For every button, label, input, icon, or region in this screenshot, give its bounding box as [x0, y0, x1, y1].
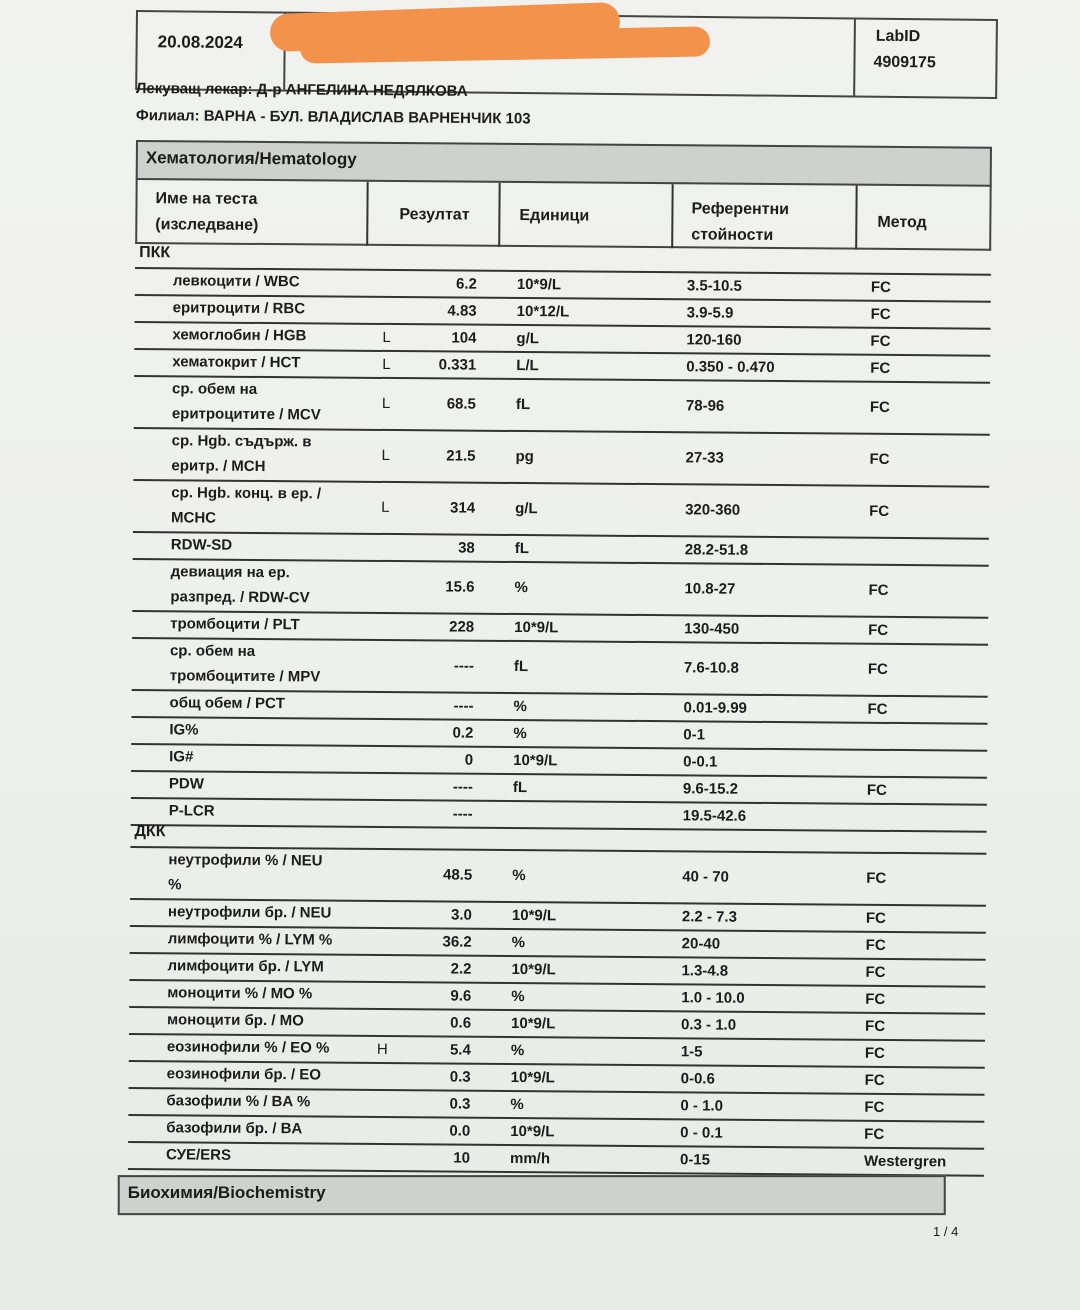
test-name: базофили % / BA %: [166, 1092, 311, 1111]
unit-value: 10*9/L: [516, 275, 562, 293]
row-divider: [134, 375, 990, 383]
reference-range: 3.9-5.9: [686, 303, 734, 322]
result-value: 10: [453, 1149, 471, 1167]
lab-id-value: 4909175: [873, 53, 936, 72]
test-name: ср. Hgb. съдърж. в: [171, 432, 312, 451]
method-value: FC: [866, 781, 887, 799]
test-name: PDW: [168, 775, 205, 793]
group-label: ПКК: [139, 244, 171, 262]
unit-value: %: [511, 987, 525, 1005]
test-name: моноцити бр. / MO: [167, 1011, 304, 1030]
unit-value: fL: [514, 539, 530, 557]
result-value: 5.4: [449, 1040, 471, 1059]
test-name: хематокрит / HCT: [172, 353, 301, 372]
reference-range: 130-450: [684, 619, 740, 638]
col-reference-line2: стойности: [691, 226, 774, 245]
test-name: разпред. / RDW-CV: [170, 588, 310, 607]
method-value: FC: [865, 990, 886, 1008]
result-value: 4.83: [447, 301, 477, 320]
method-value: FC: [867, 700, 888, 718]
unit-value: L/L: [516, 356, 539, 374]
reference-range: 0-15: [679, 1150, 711, 1169]
reference-range: 0.350 - 0.470: [686, 357, 775, 376]
row-divider: [128, 1141, 984, 1149]
test-name: неутрофили бр. / NEU: [167, 903, 332, 922]
test-name: еритроцитите / MCV: [171, 405, 321, 424]
test-name: %: [168, 876, 182, 894]
test-name: еритр. / MCH: [171, 457, 266, 476]
test-name: тромбоцитите / MPV: [169, 667, 321, 686]
result-value: 36.2: [442, 932, 472, 951]
reference-range: 10.8-27: [684, 580, 736, 598]
unit-value: 10*9/L: [511, 906, 557, 924]
reference-range: 7.6-10.8: [683, 659, 739, 677]
method-value: FC: [864, 1125, 885, 1143]
branch-info: Филиал: ВАРНА - БУЛ. ВЛАДИСЛАВ ВАРНЕНЧИК 103: [135, 107, 531, 128]
test-name: хемоглобин / HGB: [172, 326, 307, 345]
result-flag: H: [376, 1040, 388, 1058]
reference-range: 9.6-15.2: [682, 779, 739, 798]
result-value: 314: [450, 499, 476, 517]
reference-range: 28.2-51.8: [684, 540, 749, 559]
reference-range: 78-96: [685, 397, 725, 415]
result-value: 0.6: [450, 1013, 472, 1032]
row-divider: [132, 637, 988, 645]
reference-range: 120-160: [686, 330, 742, 349]
unit-value: %: [510, 1041, 525, 1059]
page-number: 1 / 4: [933, 1224, 959, 1239]
col-result: Резултат: [399, 206, 470, 224]
test-name: лимфоцити % / LYM %: [167, 930, 333, 949]
reference-range: 1.3-4.8: [681, 961, 729, 980]
result-value: 0.0: [449, 1121, 471, 1140]
report-date: 20.08.2024: [157, 32, 243, 53]
result-value: 15.6: [445, 578, 475, 596]
reference-range: 0-1: [683, 725, 706, 743]
hematology-title-text: Хематология/Hematology: [145, 148, 357, 169]
test-name: IG%: [169, 721, 199, 739]
test-name: девиация на ер.: [170, 563, 290, 582]
result-flag: L: [381, 446, 390, 465]
method-value: FC: [866, 869, 887, 887]
result-value: 38: [458, 539, 475, 557]
result-value: 104: [451, 328, 477, 347]
result-value: 0.331: [438, 355, 477, 374]
method-value: FC: [865, 963, 886, 981]
biochemistry-title-text: Биохимия/Biochemistry: [127, 1183, 326, 1203]
method-value: FC: [869, 450, 890, 468]
method-value: FC: [864, 1017, 886, 1035]
reference-range: 320-360: [685, 501, 741, 519]
unit-value: 10*9/L: [511, 960, 556, 978]
unit-value: %: [514, 578, 528, 597]
row-divider: [131, 770, 987, 778]
test-name: базофили бр. / BA: [166, 1119, 303, 1138]
method-value: FC: [868, 621, 889, 639]
result-flag: L: [381, 394, 391, 413]
unit-value: fL: [515, 395, 531, 414]
col-test-name-line2: (изследване): [155, 216, 259, 234]
method-value: FC: [867, 660, 888, 678]
result-value: 0.2: [452, 724, 474, 742]
unit-value: fL: [512, 778, 528, 796]
reference-range: 40 - 70: [682, 868, 729, 886]
row-divider: [131, 797, 987, 805]
test-name: общ обем / PCT: [169, 694, 286, 713]
col-reference-line1: Референтни: [691, 200, 790, 219]
reference-range: 19.5-42.6: [682, 806, 747, 825]
unit-value: 10*9/L: [510, 1068, 555, 1086]
result-value: ----: [452, 805, 473, 823]
lab-id-label: LabID: [875, 27, 921, 46]
unit-value: %: [513, 697, 527, 715]
treating-doctor: Лекуващ лекар: Д-р АНГЕЛИНА НЕДЯЛКОВА: [135, 80, 468, 100]
reference-range: 1.0 - 10.0: [681, 988, 745, 1007]
result-value: 3.0: [451, 905, 472, 924]
unit-value: %: [513, 724, 527, 742]
reference-range: 27-33: [685, 449, 724, 467]
col-test-name-line1: Име на теста: [155, 190, 258, 208]
biochemistry-section-title: [118, 1175, 946, 1215]
method-value: FC: [870, 278, 891, 296]
unit-value: mm/h: [509, 1149, 551, 1167]
col-method: Метод: [877, 213, 927, 232]
result-value: 68.5: [446, 395, 477, 413]
test-name: неутрофили % / NEU: [168, 851, 323, 870]
unit-value: 10*9/L: [514, 618, 559, 636]
method-value: FC: [865, 936, 886, 954]
unit-value: 10*12/L: [516, 302, 570, 320]
method-value: FC: [864, 1071, 885, 1089]
unit-value: pg: [515, 447, 534, 466]
reference-range: 0.01-9.99: [683, 698, 748, 717]
reference-range: 20-40: [681, 934, 721, 953]
test-name: лимфоцити бр. / LYM: [167, 957, 324, 976]
unit-value: 10*9/L: [511, 1014, 556, 1032]
test-name: ср. Hgb. конц. в ер. /: [171, 484, 322, 503]
reference-range: 2.2 - 7.3: [681, 907, 738, 926]
method-value: FC: [864, 1098, 885, 1116]
row-divider: [131, 716, 987, 724]
result-value: 0: [464, 751, 474, 769]
unit-value: %: [510, 1095, 524, 1113]
unit-value: g/L: [515, 499, 538, 518]
reference-range: 0.3 - 1.0: [681, 1015, 737, 1034]
result-value: 228: [449, 617, 475, 636]
col-units: Единици: [519, 207, 590, 225]
result-value: ----: [453, 657, 474, 675]
row-divider: [131, 824, 987, 832]
unit-value: 10*9/L: [510, 1122, 555, 1140]
result-value: 6.2: [455, 275, 477, 293]
result-value: 0.3: [449, 1094, 471, 1113]
unit-value: fL: [513, 657, 529, 676]
test-name: еритроцити / RBC: [172, 299, 306, 318]
test-name: IG#: [169, 748, 194, 766]
test-name: тромбоцити / PLT: [170, 615, 300, 634]
unit-value: %: [512, 866, 526, 885]
reference-range: 1-5: [680, 1042, 703, 1060]
result-value: 48.5: [442, 866, 473, 884]
row-divider: [131, 743, 987, 751]
test-name: ср. обем на: [169, 642, 256, 660]
result-value: 2.2: [450, 959, 472, 978]
unit-value: %: [511, 933, 526, 951]
method-value: FC: [868, 581, 889, 599]
method-value: FC: [869, 502, 890, 520]
method-value: FC: [870, 359, 891, 377]
test-name: еозинофили % / EO %: [166, 1038, 330, 1057]
method-value: FC: [865, 909, 886, 927]
method-value: Westergren: [863, 1152, 947, 1170]
test-name: ср. обем на: [171, 380, 258, 398]
reference-range: 0 - 0.1: [680, 1123, 723, 1142]
method-value: FC: [870, 305, 891, 323]
group-label: ДКК: [134, 823, 166, 841]
unit-value: 10*9/L: [513, 751, 558, 769]
reference-range: 0-0.1: [683, 752, 718, 771]
test-name: еозинофили бр. / EO: [166, 1065, 321, 1084]
method-value: FC: [864, 1044, 885, 1062]
test-name: левкоцити / WBC: [172, 272, 300, 291]
test-name: RDW-SD: [170, 536, 233, 554]
result-flag: L: [382, 355, 391, 373]
result-value: 21.5: [446, 447, 476, 465]
unit-value: g/L: [516, 329, 540, 347]
test-name: P-LCR: [168, 802, 215, 820]
result-value: 9.6: [450, 986, 472, 1005]
test-name: моноцити % / MO %: [167, 984, 313, 1003]
result-value: ----: [453, 697, 474, 715]
row-divider: [133, 531, 989, 539]
result-flag: L: [382, 328, 391, 346]
result-value: ----: [452, 778, 473, 796]
test-name: MCHC: [170, 509, 217, 527]
method-value: FC: [869, 398, 890, 416]
method-value: FC: [870, 332, 891, 350]
reference-range: 3.5-10.5: [686, 276, 742, 295]
result-flag: L: [381, 498, 390, 517]
test-name: СУЕ/ERS: [165, 1146, 232, 1164]
result-value: 0.3: [449, 1067, 471, 1086]
reference-range: 0 - 1.0: [680, 1096, 724, 1115]
reference-range: 0-0.6: [680, 1069, 715, 1088]
